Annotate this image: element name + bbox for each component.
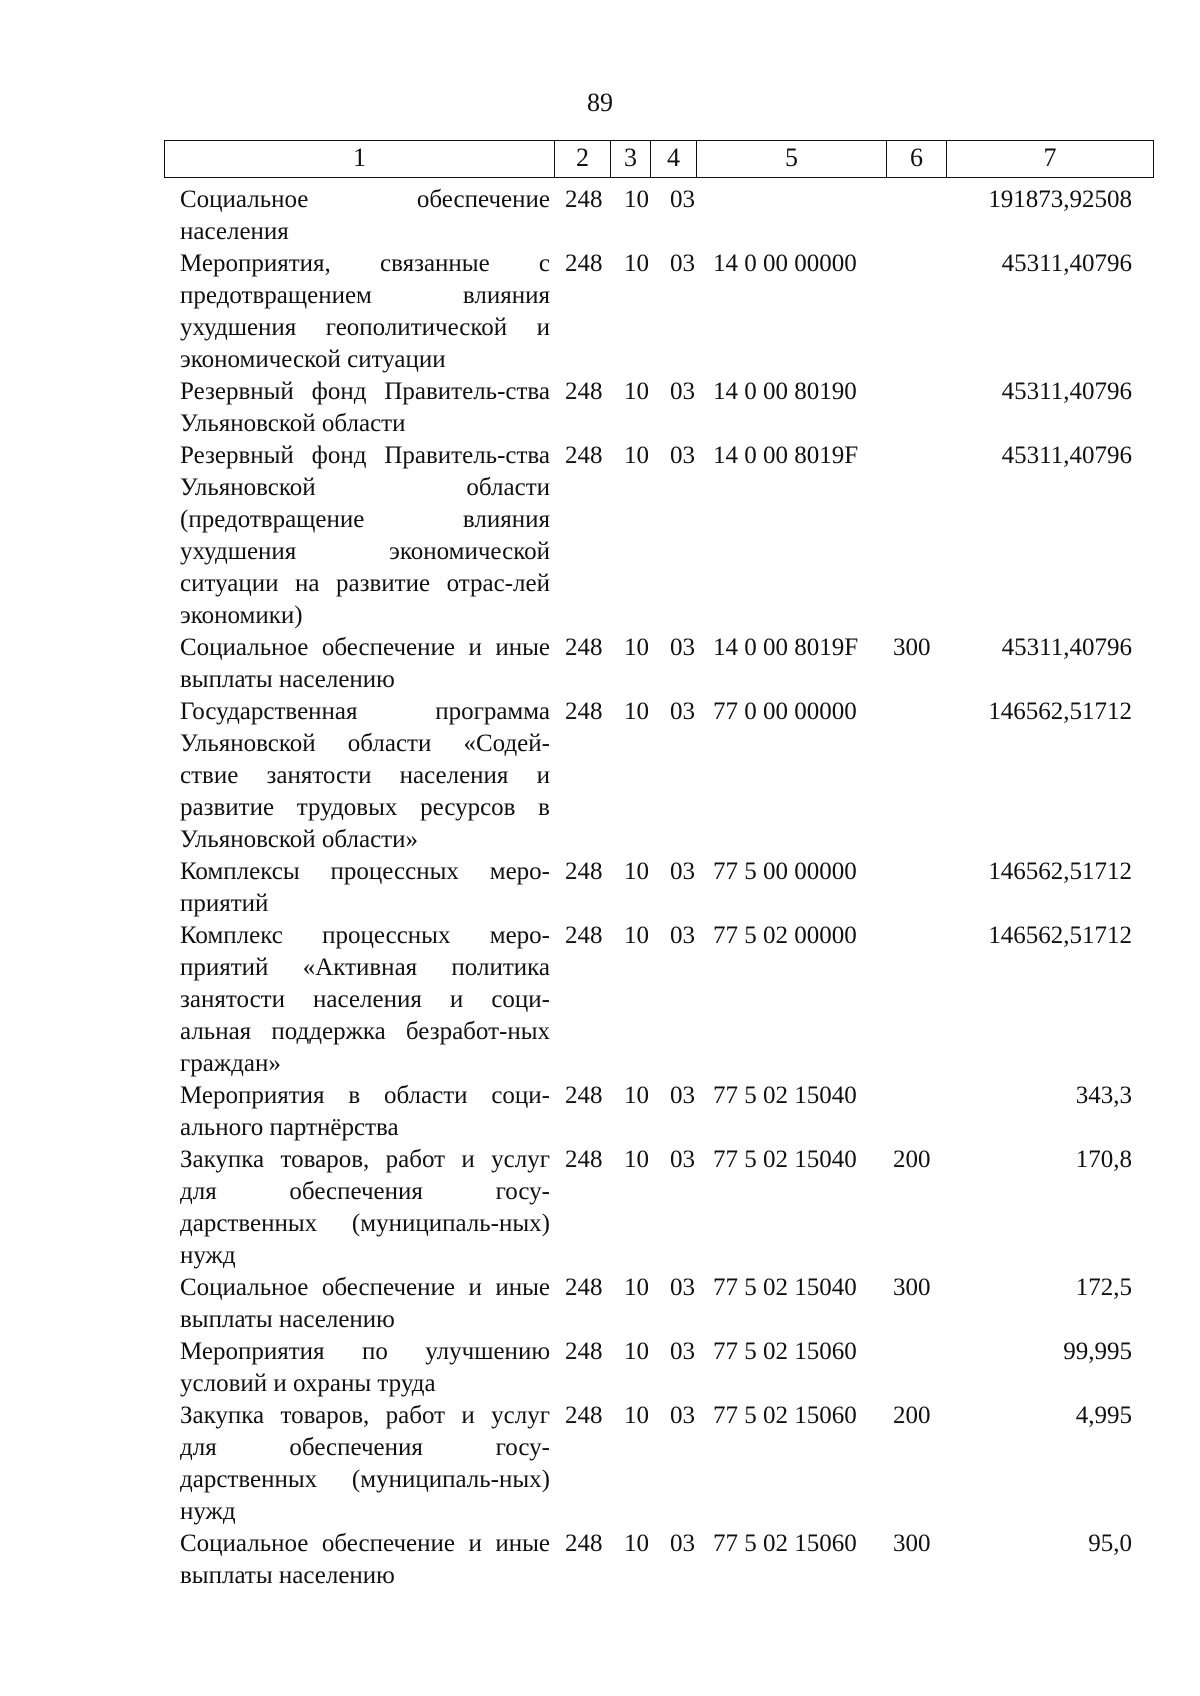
row-description: Закупка товаров, работ и услуг для обеспечения госу-дарственных (муниципаль-ных) нужд	[180, 1402, 550, 1525]
row-subsection-code: 03	[670, 1338, 695, 1365]
row-target-article: 77 5 02 00000	[713, 922, 857, 949]
row-grbs-code: 248	[565, 1530, 603, 1557]
row-section-code: 10	[624, 250, 649, 277]
row-subsection-code: 03	[670, 698, 695, 725]
row-grbs-code: 248	[565, 1082, 603, 1109]
row-target-article: 14 0 00 80190	[713, 378, 857, 405]
row-target-article: 77 5 02 15040	[713, 1274, 857, 1301]
table-row	[0, 696, 1200, 856]
row-target-article: 77 5 02 15060	[713, 1530, 857, 1557]
header-cell-6: 6	[887, 141, 947, 177]
row-subsection-code: 03	[670, 1530, 695, 1557]
row-amount: 343,3	[1075, 1082, 1132, 1109]
row-description: Комплекс процессных меро-приятий «Активная политика занятости населения и соци-альная поддержка безработ-ных граждан»	[180, 922, 550, 1077]
row-subsection-code: 03	[670, 634, 695, 661]
row-target-article: 77 5 02 15060	[713, 1402, 857, 1429]
row-description: Социальное обеспечение населения	[180, 186, 550, 245]
row-subsection-code: 03	[670, 378, 695, 405]
row-section-code: 10	[624, 1402, 649, 1429]
row-amount: 146562,51712	[988, 858, 1132, 885]
row-expense-type: 300	[893, 1530, 931, 1557]
header-cell-1: 1	[165, 141, 555, 177]
row-section-code: 10	[624, 1082, 649, 1109]
row-description: Социальное обеспечение и иные выплаты населению	[180, 1274, 550, 1333]
row-subsection-code: 03	[670, 186, 695, 213]
row-amount: 146562,51712	[988, 922, 1132, 949]
row-expense-type: 200	[893, 1146, 931, 1173]
row-amount: 4,995	[1075, 1402, 1132, 1429]
row-target-article: 14 0 00 8019F	[713, 442, 859, 469]
table-row	[0, 1272, 1200, 1336]
row-description: Резервный фонд Правитель-ства Ульяновской области	[180, 378, 550, 437]
row-section-code: 10	[624, 858, 649, 885]
row-amount: 45311,40796	[1001, 442, 1132, 469]
row-description: Социальное обеспечение и иные выплаты населению	[180, 634, 550, 693]
row-amount: 45311,40796	[1001, 378, 1132, 405]
row-amount: 45311,40796	[1001, 634, 1132, 661]
table-row	[0, 184, 1200, 248]
row-description: Закупка товаров, работ и услуг для обеспечения госу-дарственных (муниципаль-ных) нужд	[180, 1146, 550, 1269]
row-expense-type: 300	[893, 1274, 931, 1301]
row-description: Государственная программа Ульяновской области «Содей-ствие занятости населения и развитие трудовых ресурсов в Ульяновской области»	[180, 698, 550, 853]
row-target-article: 14 0 00 8019F	[713, 634, 859, 661]
row-target-article: 77 0 00 00000	[713, 698, 857, 725]
table-row	[0, 1144, 1200, 1272]
table-row	[0, 1336, 1200, 1400]
row-subsection-code: 03	[670, 922, 695, 949]
row-grbs-code: 248	[565, 378, 603, 405]
row-description: Мероприятия, связанные с предотвращением влияния ухудшения геополитической и экономической ситуации	[180, 250, 550, 373]
row-grbs-code: 248	[565, 1146, 603, 1173]
table-row	[0, 856, 1200, 920]
row-description: Комплексы процессных меро-приятий	[180, 858, 550, 917]
row-section-code: 10	[624, 1274, 649, 1301]
row-subsection-code: 03	[670, 1274, 695, 1301]
row-description: Социальное обеспечение и иные выплаты населению	[180, 1530, 550, 1589]
row-grbs-code: 248	[565, 858, 603, 885]
row-target-article: 77 5 00 00000	[713, 858, 857, 885]
row-expense-type: 200	[893, 1402, 931, 1429]
row-subsection-code: 03	[670, 250, 695, 277]
row-description: Мероприятия по улучшению условий и охраны труда	[180, 1338, 550, 1397]
row-grbs-code: 248	[565, 1402, 603, 1429]
row-grbs-code: 248	[565, 186, 603, 213]
row-subsection-code: 03	[670, 1402, 695, 1429]
row-amount: 172,5	[1075, 1274, 1132, 1301]
row-description: Резервный фонд Правитель-ства Ульяновской области (предотвращение влияния ухудшения экономической ситуации на развитие отрас-лей экономики)	[180, 442, 550, 629]
table-row	[0, 920, 1200, 1080]
row-subsection-code: 03	[670, 1082, 695, 1109]
row-section-code: 10	[624, 442, 649, 469]
row-section-code: 10	[624, 1338, 649, 1365]
row-grbs-code: 248	[565, 698, 603, 725]
row-subsection-code: 03	[670, 442, 695, 469]
header-cell-4: 4	[651, 141, 697, 177]
row-amount: 146562,51712	[988, 698, 1132, 725]
row-grbs-code: 248	[565, 250, 603, 277]
table-row	[0, 248, 1200, 376]
row-grbs-code: 248	[565, 922, 603, 949]
row-grbs-code: 248	[565, 1338, 603, 1365]
row-amount: 99,995	[1063, 1338, 1132, 1365]
row-section-code: 10	[624, 1146, 649, 1173]
row-target-article: 77 5 02 15060	[713, 1338, 857, 1365]
header-cell-2: 2	[555, 141, 611, 177]
row-section-code: 10	[624, 698, 649, 725]
row-description: Мероприятия в области соци-ального партнёрства	[180, 1082, 550, 1141]
row-target-article: 77 5 02 15040	[713, 1146, 857, 1173]
row-amount: 45311,40796	[1001, 250, 1132, 277]
table-header	[164, 140, 1154, 178]
budget-table-body	[0, 184, 1200, 1592]
row-subsection-code: 03	[670, 1146, 695, 1173]
header-cell-3: 3	[611, 141, 651, 177]
row-section-code: 10	[624, 634, 649, 661]
table-row	[0, 1528, 1200, 1592]
row-section-code: 10	[624, 922, 649, 949]
row-amount: 170,8	[1075, 1146, 1132, 1173]
row-section-code: 10	[624, 186, 649, 213]
row-target-article: 77 5 02 15040	[713, 1082, 857, 1109]
row-section-code: 10	[624, 378, 649, 405]
header-cell-5: 5	[697, 141, 887, 177]
table-row	[0, 376, 1200, 440]
row-subsection-code: 03	[670, 858, 695, 885]
row-grbs-code: 248	[565, 1274, 603, 1301]
page-number: 89	[587, 88, 613, 117]
table-row	[0, 1400, 1200, 1528]
table-row	[0, 632, 1200, 696]
row-section-code: 10	[624, 1530, 649, 1557]
row-amount: 95,0	[1088, 1530, 1132, 1557]
row-grbs-code: 248	[565, 634, 603, 661]
header-cell-7: 7	[1043, 143, 1057, 172]
table-row	[0, 1080, 1200, 1144]
row-target-article: 14 0 00 00000	[713, 250, 857, 277]
table-row	[0, 440, 1200, 632]
row-amount: 191873,92508	[988, 186, 1132, 213]
row-grbs-code: 248	[565, 442, 603, 469]
row-expense-type: 300	[893, 634, 931, 661]
